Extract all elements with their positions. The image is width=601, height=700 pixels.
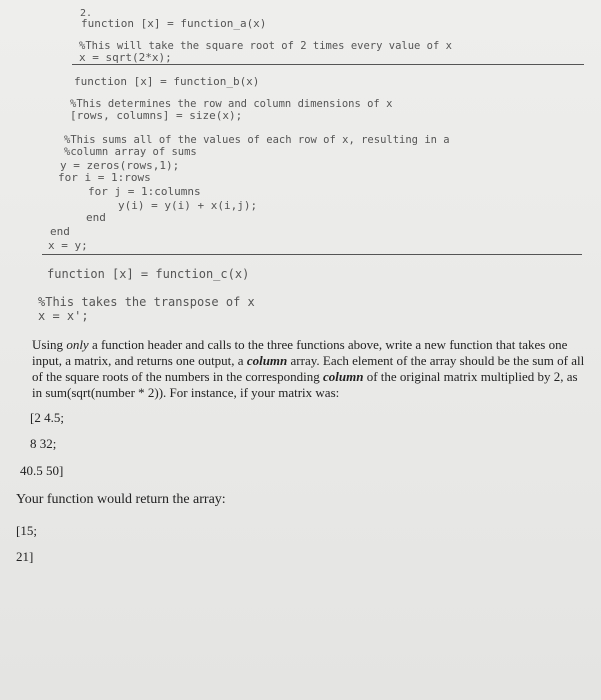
instructions-text: a function header and calls to the three functions above, write a new function that takes one input, a matrix, and returns one output, a bbox=[32, 337, 568, 368]
instructions-text: array. Each element of the array should be the sum of all of the square roots of the numbers in the corresponding bbox=[32, 353, 585, 384]
function-b-comment-2b: %column array of sums bbox=[64, 146, 197, 158]
instructions-text: of the original matrix multiplied by 2, as in sum(sqrt(number * 2)). For instance, if your matrix was: bbox=[32, 369, 578, 400]
matrix-row-2: 8 32; bbox=[30, 436, 57, 451]
divider bbox=[42, 254, 582, 255]
divider bbox=[72, 64, 584, 65]
function-b-line-for-j: for j = 1:columns bbox=[88, 185, 201, 198]
function-b-end-inner: end bbox=[86, 211, 106, 224]
instructions-emphasis: column bbox=[246, 353, 288, 368]
function-c-comment: %This takes the transpose of x bbox=[38, 295, 255, 309]
instructions-paragraph bbox=[32, 337, 588, 401]
function-a-comment: %This will take the square root of 2 times every value of x bbox=[79, 40, 452, 52]
function-b-comment-2a: %This sums all of the values of each row of x, resulting in a bbox=[64, 134, 450, 146]
function-b-assign: x = y; bbox=[48, 239, 88, 252]
function-a-code: x = sqrt(2*x); bbox=[79, 51, 172, 64]
matrix-row-3: 40.5 50] bbox=[20, 463, 64, 478]
function-b-code-1: [rows, columns] = size(x); bbox=[70, 109, 243, 122]
function-b-line-for-i: for i = 1:rows bbox=[58, 171, 151, 184]
function-b-end-outer: end bbox=[50, 225, 70, 238]
function-b-header: function [x] = function_b(x) bbox=[74, 75, 260, 88]
instructions-emphasis: only bbox=[66, 337, 89, 352]
instructions-text: Using bbox=[32, 337, 67, 352]
return-text: Your function would return the array: bbox=[16, 492, 226, 507]
matrix-row-1: [2 4.5; bbox=[30, 410, 64, 425]
result-row-1: [15; bbox=[16, 523, 37, 538]
function-b-comment-1: %This determines the row and column dimensions of x bbox=[70, 98, 393, 110]
function-c-code: x = x'; bbox=[38, 309, 89, 323]
function-b-line-sum: y(i) = y(i) + x(i,j); bbox=[118, 199, 258, 212]
instructions-emphasis: column bbox=[322, 369, 364, 384]
result-row-2: 21] bbox=[16, 549, 34, 564]
question-number: 2. bbox=[80, 8, 93, 19]
function-b-line-y: y = zeros(rows,1); bbox=[60, 159, 180, 172]
function-c-header: function [x] = function_c(x) bbox=[47, 267, 250, 281]
function-a-header: function [x] = function_a(x) bbox=[81, 17, 267, 30]
